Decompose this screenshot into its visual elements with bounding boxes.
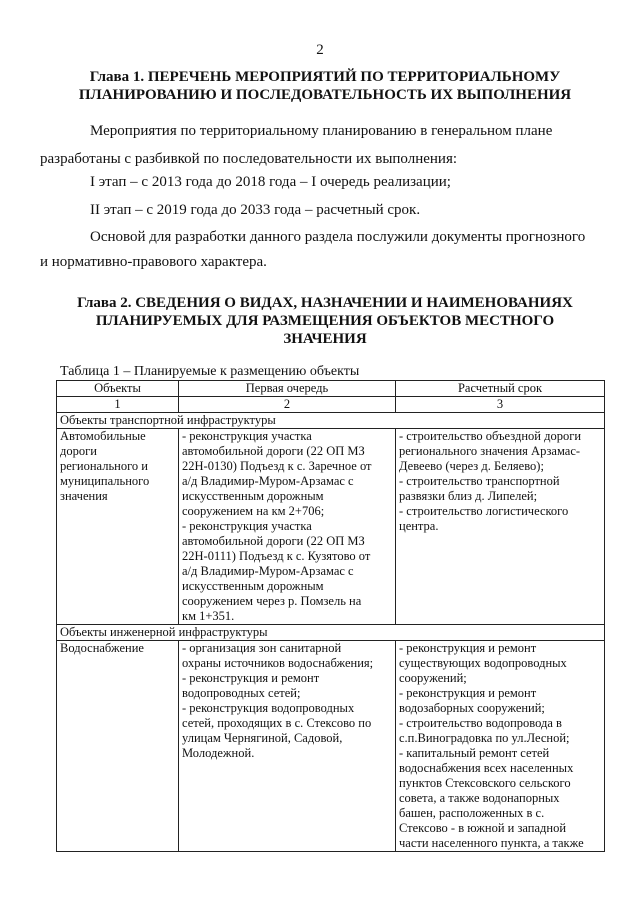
stage-1-text: I этап – с 2013 года до 2018 года – I очередь реализации; xyxy=(90,174,451,190)
cell-line: муниципального xyxy=(60,474,150,488)
cell-line: - капитальный ремонт сетей xyxy=(399,746,550,760)
cell-line: 22Н-0130) Подъезд к с. Заречное от xyxy=(182,459,372,473)
cell-line: Молодежной. xyxy=(182,746,255,760)
page-number: 2 xyxy=(316,42,324,58)
cell-line: водозаборных сооружений; xyxy=(399,701,545,715)
section-title: Объекты транспортной инфраструктуры xyxy=(57,413,605,429)
paragraph-text: Мероприятия по территориальному планированию в генеральном плане xyxy=(90,123,553,139)
paragraph-text: и нормативно-правового характера. xyxy=(40,254,267,270)
cell-line: значения xyxy=(60,489,108,503)
cell-line: улицам Чернягиной, Садовой, xyxy=(182,731,343,745)
cell-line: регионального и xyxy=(60,459,148,473)
cell-line: Автомобильные xyxy=(60,429,146,443)
table-row xyxy=(57,641,605,852)
column-header: Расчетный срок xyxy=(396,381,605,397)
chapter1-title-line: ПЛАНИРОВАНИЮ И ПОСЛЕДОВАТЕЛЬНОСТЬ ИХ ВЫПОЛНЕНИЯ xyxy=(78,87,572,103)
cell-line: - строительство логистического xyxy=(399,504,569,518)
cell-line: сооружением через р. Помзель на xyxy=(182,594,362,608)
cell-line: центра. xyxy=(399,519,439,533)
cell-line: с.п.Виноградовка по ул.Лесной; xyxy=(399,731,570,745)
cell-line: башен, расположенных в с. xyxy=(399,806,545,820)
first-stage-cell xyxy=(179,429,396,625)
cell-line: сооружений; xyxy=(399,671,467,685)
stage-2-text: II этап – с 2019 года до 2033 года – расчетный срок. xyxy=(90,202,421,218)
cell-line: водоснабжения всех населенных xyxy=(399,761,574,775)
cell-line: автомобильной дороги (22 ОП МЗ xyxy=(182,534,365,548)
cell-line: - организация зон санитарной xyxy=(182,641,342,655)
column-header: Первая очередь xyxy=(179,381,396,397)
cell-line: пунктов Стексовского сельского xyxy=(399,776,571,790)
first-stage-cell xyxy=(179,641,396,852)
cell-line: охраны источников водоснабжения; xyxy=(182,656,374,670)
table-caption: Таблица 1 – Планируемые к размещению объекты xyxy=(60,364,360,379)
table-header-row xyxy=(57,381,605,397)
chapter2-title-line: ПЛАНИРУЕМЫХ ДЛЯ РАЗМЕЩЕНИЯ ОБЪЕКТОВ МЕСТНОГО xyxy=(95,313,555,329)
cell-line: а/д Владимир-Муром-Арзамас с xyxy=(182,474,354,488)
column-number: 1 xyxy=(57,397,179,413)
paragraph-text: разработаны с разбивкой по последовательности их выполнения: xyxy=(40,151,458,167)
cell-line: развязки близ д. Липелей; xyxy=(399,489,538,503)
calc-period-cell xyxy=(396,641,605,852)
cell-line: Водоснабжение xyxy=(60,641,144,655)
calc-period-cell xyxy=(396,429,605,625)
cell-line: дороги xyxy=(60,444,97,458)
cell-line: - строительство водопровода в xyxy=(399,716,562,730)
cell-line: - реконструкция водопроводных xyxy=(182,701,355,715)
object-cell xyxy=(57,429,179,625)
cell-line: - реконструкция и ремонт xyxy=(182,671,320,685)
cell-line: а/д Владимир-Муром-Арзамас с xyxy=(182,564,354,578)
cell-line: - строительство объездной дороги xyxy=(399,429,582,443)
cell-line: совета, а также водонапорных xyxy=(399,791,560,805)
chapter1-title-line: Глава 1. ПЕРЕЧЕНЬ МЕРОПРИЯТИЙ ПО ТЕРРИТОРИАЛЬНОМУ xyxy=(89,69,561,85)
column-number: 3 xyxy=(396,397,605,413)
cell-line: - строительство транспортной xyxy=(399,474,560,488)
cell-line: - реконструкция и ремонт xyxy=(399,686,537,700)
cell-line: Девеево (через д. Беляево); xyxy=(399,459,544,473)
chapter2-title-line: Глава 2. СВЕДЕНИЯ О ВИДАХ, НАЗНАЧЕНИИ И НАИМЕНОВАНИЯХ xyxy=(77,295,573,311)
cell-line: существующих водопроводных xyxy=(399,656,567,670)
cell-line: - реконструкция участка xyxy=(182,429,312,443)
table-row xyxy=(57,429,605,625)
cell-line: Стексово - в южной и западной xyxy=(399,821,567,835)
column-number: 2 xyxy=(179,397,396,413)
cell-line: сооружением на км 2+706; xyxy=(182,504,325,518)
cell-line: автомобильной дороги (22 ОП МЗ xyxy=(182,444,365,458)
cell-line: части населенного пункта, а также xyxy=(399,836,584,850)
cell-line: - реконструкция и ремонт xyxy=(399,641,537,655)
chapter1-title xyxy=(40,68,610,104)
cell-line: 22Н-0111) Подъезд к с. Кузятово от xyxy=(182,549,371,563)
section-title: Объекты инженерной инфраструктуры xyxy=(57,625,605,641)
chapter2-title xyxy=(40,294,610,348)
cell-line: искусственным дорожным xyxy=(182,489,324,503)
cell-line: - реконструкция участка xyxy=(182,519,312,533)
object-cell xyxy=(57,641,179,852)
table-section-row xyxy=(57,413,605,429)
chapter2-title-line: ЗНАЧЕНИЯ xyxy=(283,331,367,347)
objects-table xyxy=(56,380,605,852)
table-number-row xyxy=(57,397,605,413)
cell-line: водопроводных сетей; xyxy=(182,686,301,700)
paragraph-text: Основой для разработки данного раздела послужили документы прогнозного xyxy=(90,229,586,245)
column-header: Объекты xyxy=(57,381,179,397)
cell-line: км 1+351. xyxy=(182,609,235,623)
table-section-row xyxy=(57,625,605,641)
cell-line: сетей, проходящих в с. Стексово по xyxy=(182,716,372,730)
cell-line: регионального значения Арзамас- xyxy=(399,444,581,458)
cell-line: искусственным дорожным xyxy=(182,579,324,593)
